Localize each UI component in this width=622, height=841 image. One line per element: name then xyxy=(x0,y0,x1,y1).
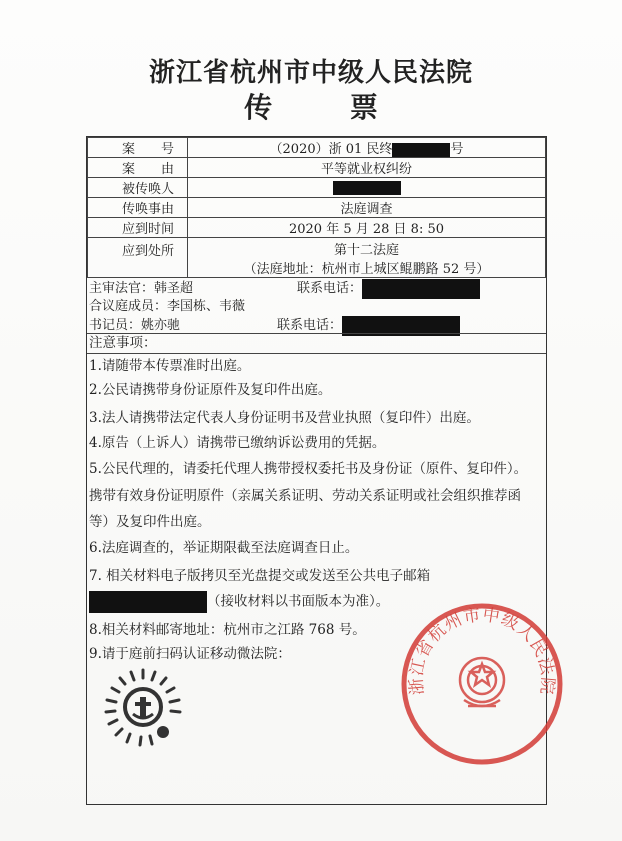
clerk-label: 书记员： xyxy=(89,318,142,333)
courtroom: 第十二法庭 xyxy=(333,242,399,258)
email-line xyxy=(89,591,389,613)
seal-text: 浙江省杭州市中级人民法院 xyxy=(406,605,558,696)
contact-label: 联系电话： xyxy=(297,281,363,296)
note-item: 3.法人请携带法定代表人身份证明书及营业执照（复印件）出庭。 xyxy=(89,410,480,426)
document-title: 传 票 xyxy=(244,91,412,124)
note-item: 携带有效身份证明原件（亲属关系证明、劳动关系证明或社会组织推荐函 xyxy=(89,488,521,504)
svg-text:浙江省杭州市中级人民法院 xyxy=(407,605,558,696)
presiding-judge-label: 主审法官： xyxy=(89,281,155,296)
court-address: （法庭地址：杭州市上城区鲲鹏路 52 号） xyxy=(243,261,490,277)
redaction-block xyxy=(392,143,450,157)
panel-members-names: 李国栋、韦薇 xyxy=(167,299,246,314)
table-row xyxy=(88,178,546,198)
table-row xyxy=(88,218,546,238)
presiding-judge-line xyxy=(89,277,193,296)
court-seal xyxy=(398,600,566,768)
redaction-block xyxy=(89,591,207,613)
presiding-judge-name: 韩圣超 xyxy=(154,281,194,296)
summons-reason-label: 传唤事由 xyxy=(88,198,188,218)
redaction-block xyxy=(333,181,401,195)
table-row xyxy=(88,198,546,218)
note-item: （接收材料以书面版本为准）。 xyxy=(207,593,390,610)
summoned-person-label: 被传唤人 xyxy=(88,178,188,198)
notes-heading: 注意事项： xyxy=(89,335,157,351)
case-info-table xyxy=(87,137,546,278)
note-item: 5.公民代理的，请委托代理人携带授权委托书及身份证（原件、复印件）。 xyxy=(89,461,528,477)
table-row xyxy=(88,138,546,158)
appear-time-label: 应到时间 xyxy=(88,218,188,238)
note-item: 7. 相关材料电子版拷贝至光盘提交或发送至公共电子邮箱 xyxy=(89,568,431,584)
divider xyxy=(87,353,546,354)
note-item: 8.相关材料邮寄地址：杭州市之江路 768 号。 xyxy=(89,622,366,638)
appear-place-value xyxy=(188,238,546,278)
clerk-line xyxy=(89,314,180,333)
appear-place-label: 应到处所 xyxy=(88,238,188,278)
note-item: 2.公民请携带身份证原件及复印件出庭。 xyxy=(89,382,332,398)
case-number-suffix: 号 xyxy=(450,142,464,157)
note-item: 9.请于庭前扫码认证移动微法院： xyxy=(89,646,291,662)
redaction-block xyxy=(362,279,480,299)
table-row xyxy=(88,158,546,178)
appear-time-value: 2020 年 5 月 28 日 8: 50 xyxy=(188,218,546,238)
summoned-person-value xyxy=(188,178,546,198)
panel-members-line xyxy=(89,295,245,314)
note-item: 1.请随带本传票准时出庭。 xyxy=(89,358,251,374)
note-item: 6.法庭调查的，举证期限截至法庭调查日止。 xyxy=(89,540,359,556)
contact-label: 联系电话： xyxy=(277,318,343,333)
cause-value: 平等就业权纠纷 xyxy=(188,158,546,178)
presiding-contact-line xyxy=(297,277,480,299)
summons-reason-value: 法庭调查 xyxy=(188,198,546,218)
note-item: 4.原告（上诉人）请携带已缴纳诉讼费用的凭据。 xyxy=(89,435,386,451)
cause-label: 案 由 xyxy=(88,158,188,178)
note-item: 等）及复印件出庭。 xyxy=(89,514,211,530)
clerk-name: 姚亦驰 xyxy=(141,318,181,333)
national-emblem-icon xyxy=(460,658,504,706)
case-number-value xyxy=(188,138,546,158)
case-number-label: 案 号 xyxy=(88,138,188,158)
mini-program-code-icon xyxy=(100,664,186,750)
panel-members-label: 合议庭成员： xyxy=(89,299,168,314)
table-row xyxy=(88,238,546,278)
case-number-prefix: （2020）浙 01 民终 xyxy=(269,142,393,157)
court-name: 浙江省杭州市中级人民法院 xyxy=(148,58,473,88)
